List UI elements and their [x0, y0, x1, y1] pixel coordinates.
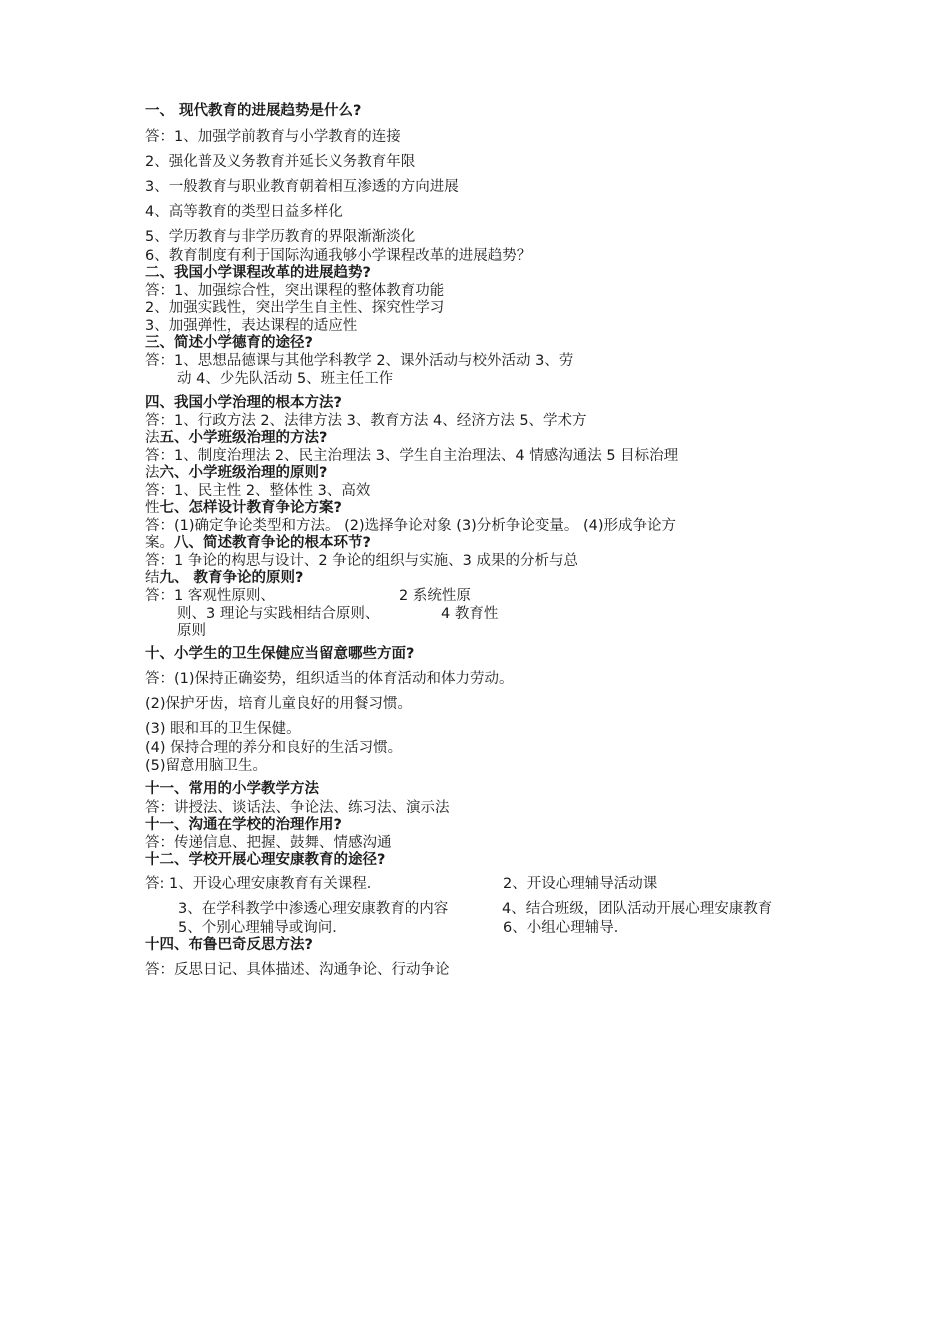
heading-4: 四、我国小学治理的根本方法?	[145, 395, 342, 411]
answer-line: 2、强化普及义务教育并延长义务教育年限	[145, 154, 416, 170]
answer-line: 2、加强实践性，突出学生自主性、探究性学习	[145, 300, 445, 316]
answer-line: 动 4、少先队活动 5、班主任工作	[177, 371, 394, 387]
answer-line: (3) 眼和耳的卫生保健。	[145, 721, 301, 737]
heading-10: 十、小学生的卫生保健应当留意哪些方面?	[145, 646, 415, 662]
answer-line: 答：(1)保持正确姿势，组织适当的体育活动和体力劳动。	[145, 671, 514, 687]
heading-7: 七、怎样设计教育争论方案?	[159, 500, 342, 516]
heading-11: 十一、常用的小学教学方法	[145, 781, 319, 797]
answer-col2: 2、开设心理辅导活动课	[503, 876, 658, 892]
answer-line: 5、个别心理辅导或询问．	[178, 920, 347, 936]
heading-12: 十二、学校开展心理安康教育的途径?	[145, 852, 386, 868]
heading-2: 二、我国小学课程改革的进展趋势?	[145, 265, 371, 281]
answer-line: 答：1、加强综合性，突出课程的整体教育功能	[145, 283, 445, 299]
answer-line: 答：1、加强学前教育与小学教育的连接	[145, 129, 401, 145]
answer-line: 6、教育制度有利于国际沟通我够小学课程改革的进展趋势？	[145, 248, 532, 264]
answer-line	[145, 534, 371, 552]
answer-col2: 2 系统性原	[399, 588, 471, 604]
line-end-text: 性	[145, 500, 160, 516]
answer-line: 答：(1)确定争论类型和方法。 (2)选择争论对象 (3)分析争论变量。 (4)形成争论方	[145, 518, 676, 534]
answer-line: 原则	[177, 623, 206, 639]
answer-line	[145, 569, 303, 587]
answer-line: 答：1、行政方法 2、法律方法 3、教育方法 4、经济方法 5、学术方	[145, 413, 587, 429]
answer-col2: 4 教育性	[441, 606, 499, 622]
heading-3: 三、简述小学德育的途径?	[145, 335, 313, 351]
answer-line	[145, 464, 327, 482]
answer-line: 答：1、民主性 2、整体性 3、高效	[145, 483, 371, 499]
answer-line: (4) 保持合理的养分和良好的生活习惯。	[145, 740, 403, 756]
line-end-text: 结	[145, 570, 160, 586]
heading-14: 十四、布鲁巴奇反思方法?	[145, 937, 313, 953]
heading-5: 五、小学班级治理的方法?	[159, 430, 328, 446]
heading-6: 六、小学班级治理的原则?	[159, 465, 328, 481]
answer-line: 3、一般教育与职业教育朝着相互渗透的方向进展	[145, 179, 459, 195]
answer-line: 答: 1、开设心理安康教育有关课程．	[145, 876, 382, 892]
answer-line: (2)保护牙齿，培育儿童良好的用餐习惯。	[145, 696, 413, 712]
line-end-text: 案。	[145, 535, 174, 551]
answer-line: 答：反思日记、具体描述、沟通争论、行动争论	[145, 962, 450, 978]
answer-line: 答：1、思想品德课与其他学科教学 2、课外活动与校外活动 3、劳	[145, 353, 574, 369]
answer-line: 答：1 争论的构思与设计、2 争论的组织与实施、3 成果的分析与总	[145, 553, 579, 569]
answer-line: 3、在学科教学中渗透心理安康教育的内容	[178, 901, 449, 917]
answer-line: 5、学历教育与非学历教育的界限渐渐淡化	[145, 229, 416, 245]
answer-line: 答：传递信息、把握、鼓舞、情感沟通	[145, 835, 392, 851]
answer-line: 答：讲授法、谈话法、争论法、练习法、演示法	[145, 800, 450, 816]
answer-line: 3、加强弹性，表达课程的适应性	[145, 318, 358, 334]
heading-1: 一、 现代教育的进展趋势是什么?	[145, 103, 362, 119]
heading-9: 九、 教育争论的原则?	[159, 570, 304, 586]
answer-line: 则、3 理论与实践相结合原则、	[177, 606, 380, 622]
answer-line	[145, 499, 342, 517]
answer-col2: 6、小组心理辅导．	[503, 920, 629, 936]
heading-8: 八、简述教育争论的根本环节?	[174, 535, 371, 551]
answer-line	[145, 429, 327, 447]
answer-line: 4、高等教育的类型日益多样化	[145, 204, 343, 220]
answer-line: (5)留意用脑卫生。	[145, 758, 268, 774]
heading-11b: 十一、沟通在学校的治理作用?	[145, 817, 342, 833]
answer-line: 答：1 客观性原则、	[145, 588, 275, 604]
answer-line: 答：1、制度治理法 2、民主治理法 3、学生自主治理法、4 情感沟通法 5 目标治理	[145, 448, 679, 464]
line-end-text: 法	[145, 465, 160, 481]
answer-col2: 4、结合班级，团队活动开展心理安康教育	[502, 901, 773, 917]
line-end-text: 法	[145, 430, 160, 446]
